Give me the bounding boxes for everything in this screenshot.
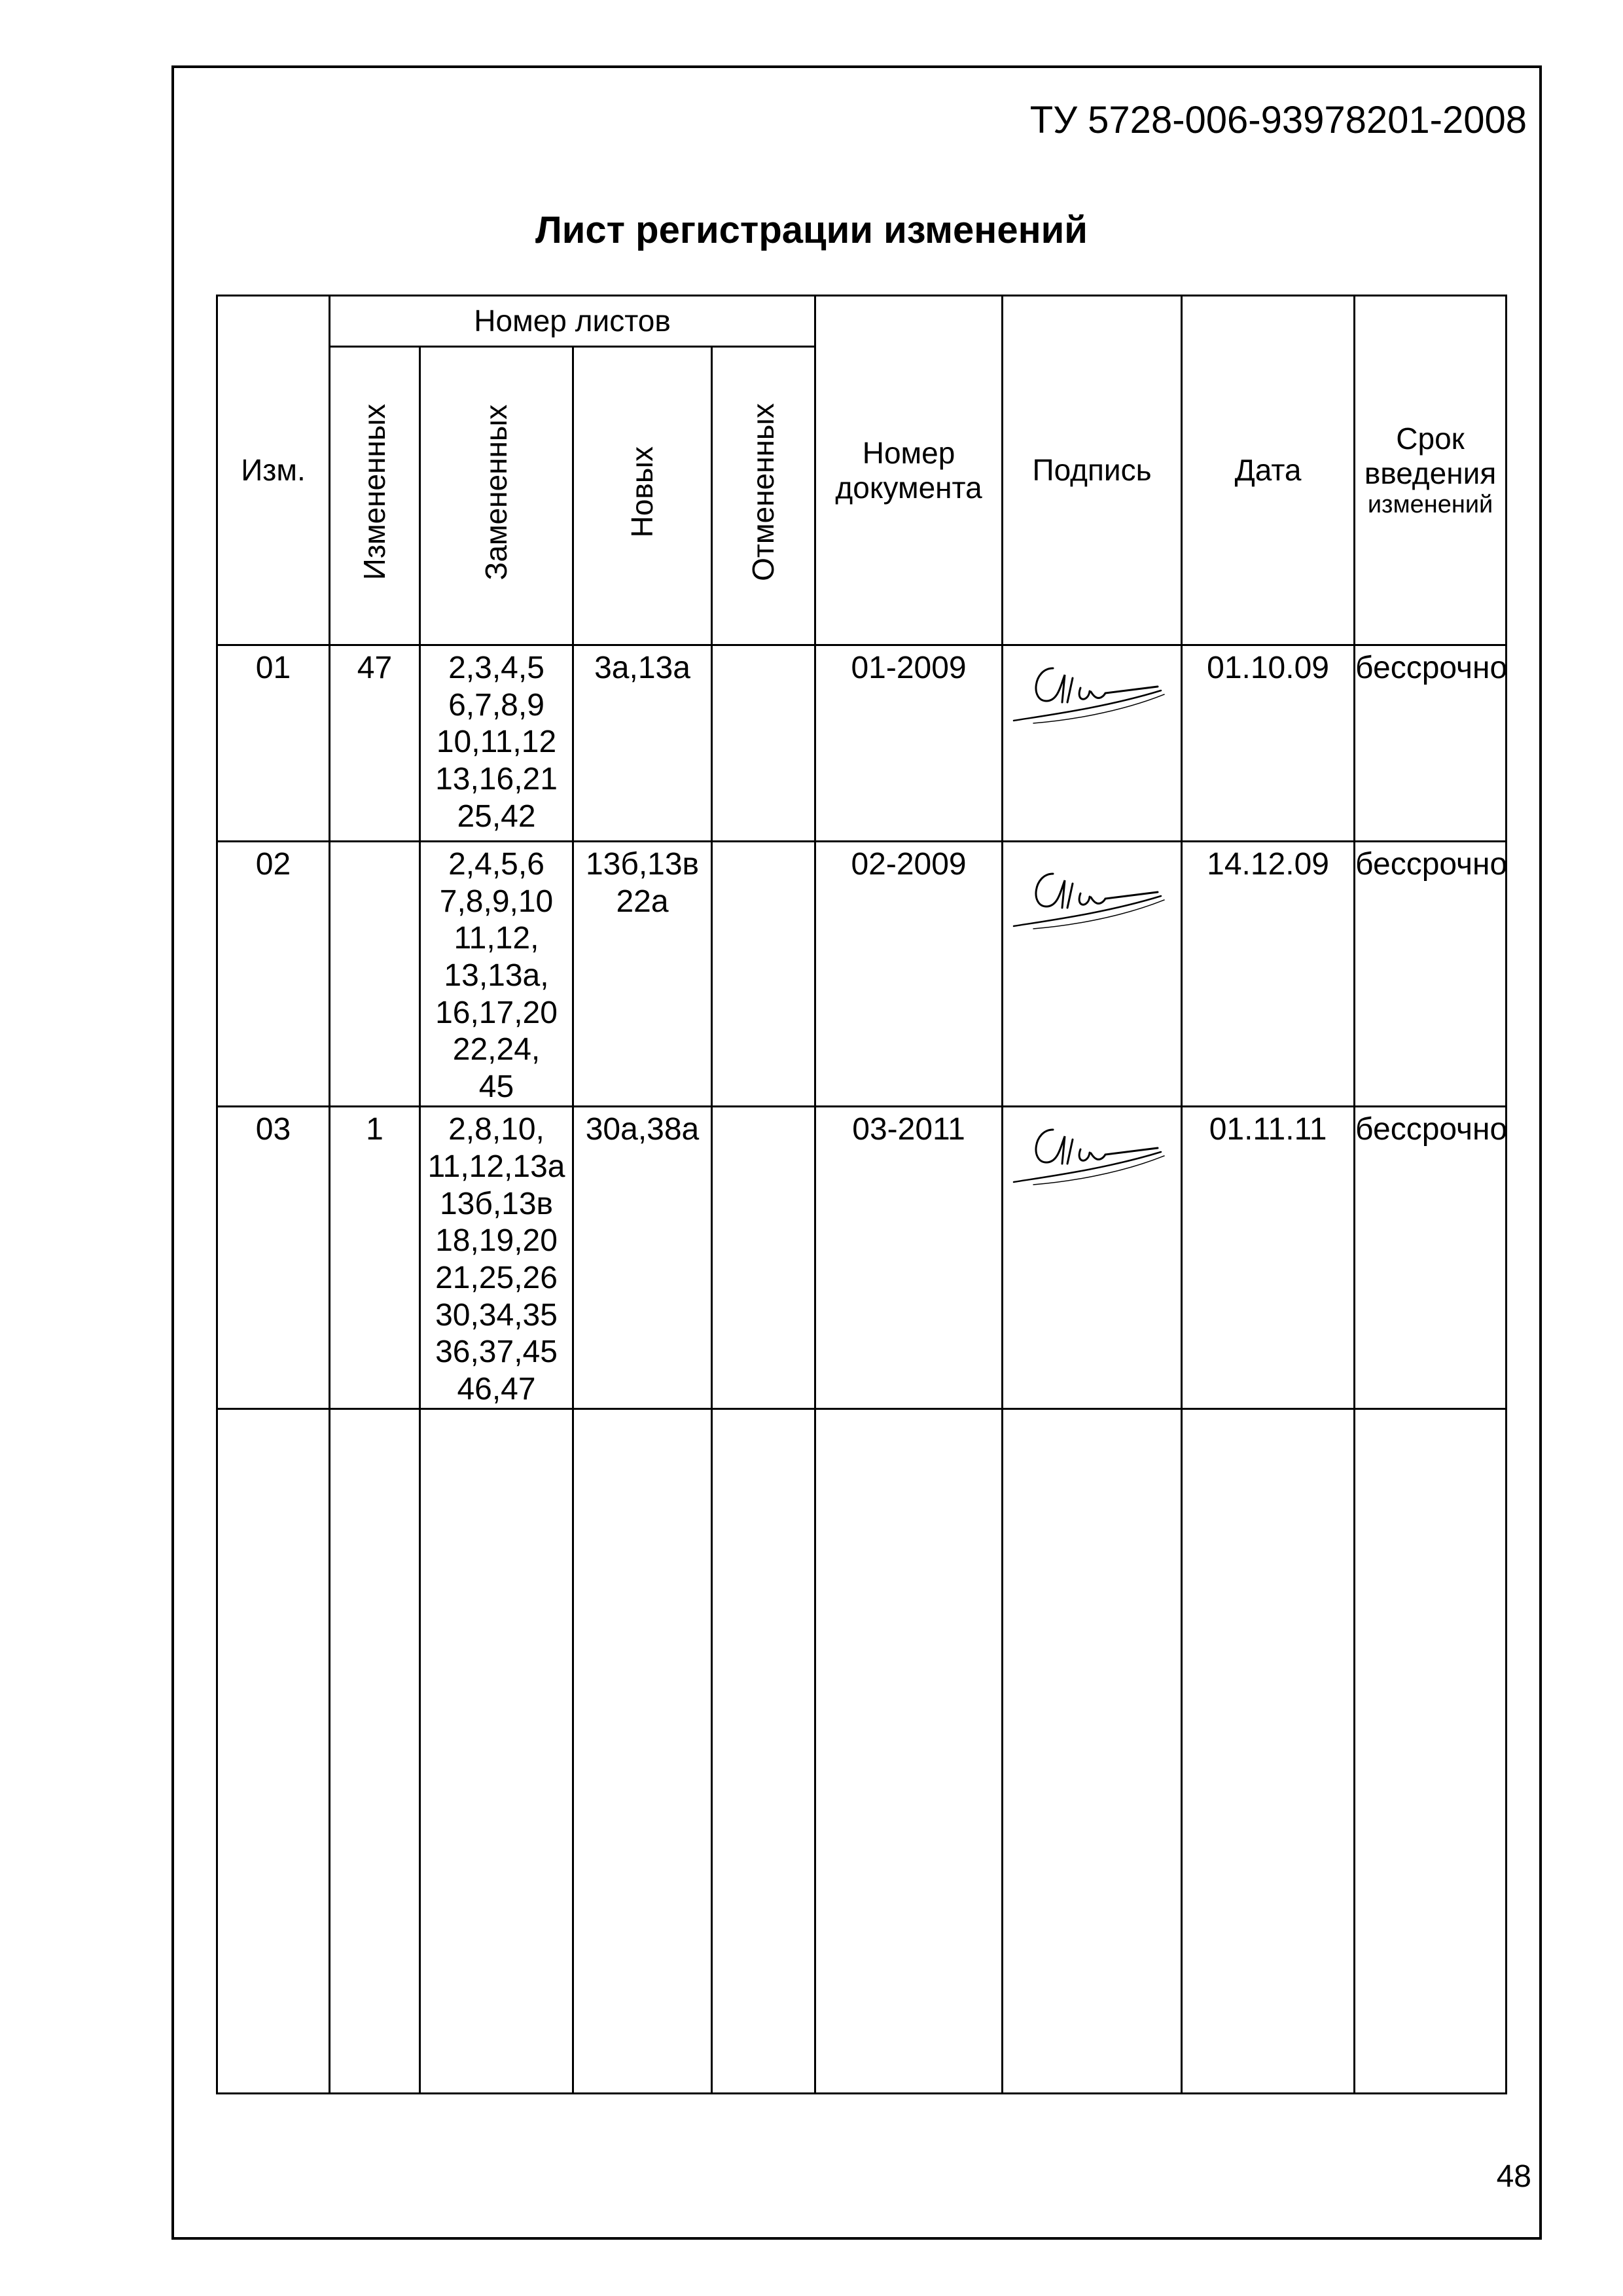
signature-cell (1003, 645, 1182, 842)
table-row (217, 1107, 1507, 1409)
table-row-empty (217, 1409, 1507, 2094)
page-title: Лист регистрации изменений (535, 209, 1088, 251)
document-number-cell: 03-2011 (815, 1107, 1003, 1409)
date-cell: 14.12.09 (1182, 842, 1355, 1107)
empty-cell (573, 1409, 712, 2094)
header-sheet-numbers: Номер листов (330, 296, 815, 347)
page-number: 48 (1496, 2159, 1531, 2194)
term-cell: бессрочно (1355, 1107, 1507, 1409)
new-cell: 3а,13а (573, 645, 712, 842)
cancelled-cell (712, 842, 815, 1107)
replaced-cell: 2,3,4,5 6,7,8,9 10,11,12 13,16,21 25,42 (420, 645, 573, 842)
date-cell: 01.11.11 (1182, 1107, 1355, 1409)
header-replaced: Замененных (420, 347, 573, 645)
empty-cell (712, 1409, 815, 2094)
table-row (217, 645, 1507, 842)
date-cell: 01.10.09 (1182, 645, 1355, 842)
empty-cell (1003, 1409, 1182, 2094)
empty-cell (420, 1409, 573, 2094)
changed-cell (330, 842, 420, 1107)
term-cell: бессрочно (1355, 842, 1507, 1107)
document-number-cell: 02-2009 (815, 842, 1003, 1107)
header-izm: Изм. (217, 296, 330, 645)
izm-cell: 02 (217, 842, 330, 1107)
new-cell: 30а,38а (573, 1107, 712, 1409)
header-term: Срок введения изменений (1355, 296, 1507, 645)
changed-cell: 1 (330, 1107, 420, 1409)
empty-cell (1355, 1409, 1507, 2094)
empty-cell (217, 1409, 330, 2094)
table-row (217, 842, 1507, 1107)
header-document-number: Номер документа (815, 296, 1003, 645)
empty-cell (1182, 1409, 1355, 2094)
header-changed: Измененных (330, 347, 420, 645)
cancelled-cell (712, 645, 815, 842)
document-number-cell: 01-2009 (815, 645, 1003, 842)
header-signature: Подпись (1003, 296, 1182, 645)
header-new: Новых (573, 347, 712, 645)
document-code: ТУ 5728-006-93978201-2008 (1029, 99, 1527, 141)
signature-image (1007, 655, 1177, 734)
izm-cell: 03 (217, 1107, 330, 1409)
izm-cell: 01 (217, 645, 330, 842)
signature-cell (1003, 1107, 1182, 1409)
cancelled-cell (712, 1107, 815, 1409)
changed-cell: 47 (330, 645, 420, 842)
term-cell: бессрочно (1355, 645, 1507, 842)
replaced-cell: 2,4,5,6 7,8,9,10 11,12, 13,13а, 16,17,20 22,24, 45 (420, 842, 573, 1107)
header-date: Дата (1182, 296, 1355, 645)
empty-cell (815, 1409, 1003, 2094)
replaced-cell: 2,8,10, 11,12,13а 13б,13в 18,19,20 21,25,26 30,34,35 36,37,45 46,47 (420, 1107, 573, 1409)
new-cell: 13б,13в 22а (573, 842, 712, 1107)
signature-image (1007, 861, 1177, 939)
empty-cell (330, 1409, 420, 2094)
signature-cell (1003, 842, 1182, 1107)
header-cancelled: Отмененных (712, 347, 815, 645)
signature-image (1007, 1117, 1177, 1195)
change-registration-table (216, 295, 1507, 2094)
